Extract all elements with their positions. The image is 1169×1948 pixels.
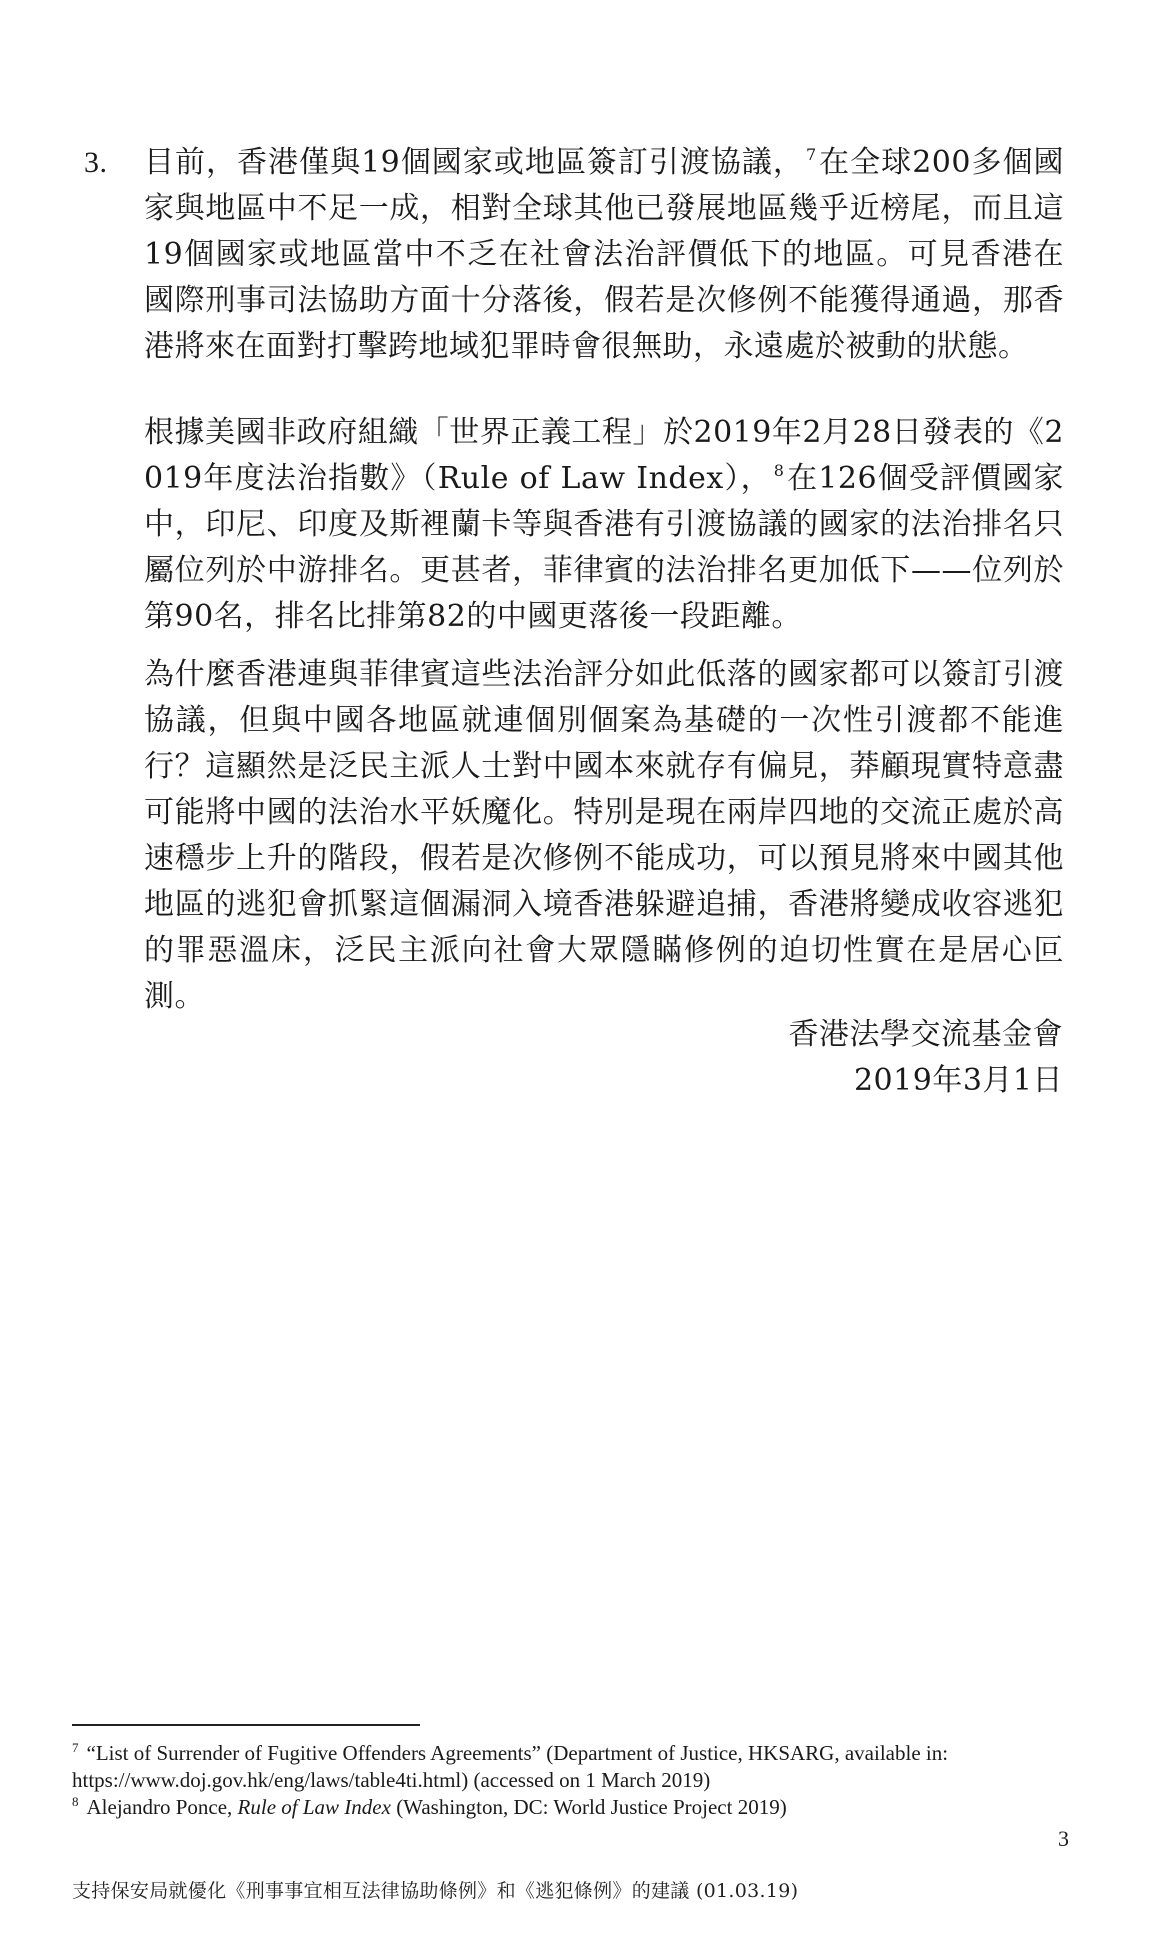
paragraph-rule-of-law-index: [144, 410, 1064, 640]
footnote-ref-7[interactable]: 7: [805, 145, 817, 164]
footnote-ref-8[interactable]: 8: [773, 461, 785, 480]
paragraph-text: 在全球200多個國家與地區中不足一成，相對全球其他已發展地區幾乎近榜尾，而且這19個國家或地區當中不乏在社會法治評價低下的地區。可見香港在國際刑事司法協助方面十分落後，假若是次修例不能獲得通過，那香港將來在面對打擊跨地域犯罪時會很無助，永遠處於被動的狀態。: [144, 145, 1064, 364]
paragraph-extradition-argument: [144, 652, 1064, 1020]
signature-organization: 香港法學交流基金會: [788, 1017, 1063, 1052]
paragraph-text: 目前，香港僅與19個國家或地區簽訂引渡協議，: [144, 145, 804, 180]
footnote-marker: 8: [72, 1794, 79, 1809]
footnote-title: Rule of Law Index: [237, 1795, 391, 1819]
paragraph-text: 在126個受評價國家中，印尼、印度及斯裡蘭卡等與香港有引渡協議的國家的法治排名只屬位列於中游排名。更甚者，菲律賓的法治排名更加低下——位列於第90名，排名比排第82的中國更落後一段距離。: [144, 461, 1065, 634]
page-number: 3: [1058, 1826, 1069, 1851]
footnote-7: [72, 1740, 1072, 1794]
footnote-text: “List of Surrender of Fugitive Offenders Agreements” (Department of Justice, HKSARG, available in: https://www.doj.gov.hk/eng/laws/table4ti.html) (accessed on 1 March 2019): [72, 1741, 949, 1792]
paragraph-text: 為什麼香港連與菲律賓這些法治評分如此低落的國家都可以簽訂引渡協議，但與中國各地區就連個別個案為基礎的一次性引渡都不能進行？這顯然是泛民主派人士對中國本來就存有偏見，莽顧現實特意盡可能將中國的法治水平妖魔化。特別是現在兩岸四地的交流正處於高速穩步上升的階段，假若是次修例不能成功，可以預見將來中國其他地區的逃犯會抓緊這個漏洞入境香港躲避追捕，香港將變成收容逃犯的罪惡溫床，泛民主派向社會大眾隱瞞修例的迫切性實在是居心叵測。: [144, 657, 1064, 1014]
paragraph-number: 3.: [84, 146, 108, 179]
paragraph-text: 根據美國非政府組織「世界正義工程」於2019年2月28日發表的《2019年度法治指數》（Rule of Law Index），: [144, 415, 1064, 496]
footnote-text: Alejandro Ponce,: [86, 1795, 238, 1819]
paragraph-3: [84, 140, 1064, 370]
footnote-text: (Washington, DC: World Justice Project 2019): [390, 1795, 787, 1819]
footnotes: [72, 1740, 1072, 1821]
footnote-divider: [72, 1724, 420, 1726]
footnote-marker: 7: [72, 1740, 79, 1755]
signature-date: 2019年3月1日: [853, 1063, 1063, 1098]
footnote-8: [72, 1794, 1072, 1821]
page-footer: 支持保安局就優化《刑事事宜相互法律協助條例》和《逃犯條例》的建議 (01.03.19): [72, 1880, 799, 1902]
